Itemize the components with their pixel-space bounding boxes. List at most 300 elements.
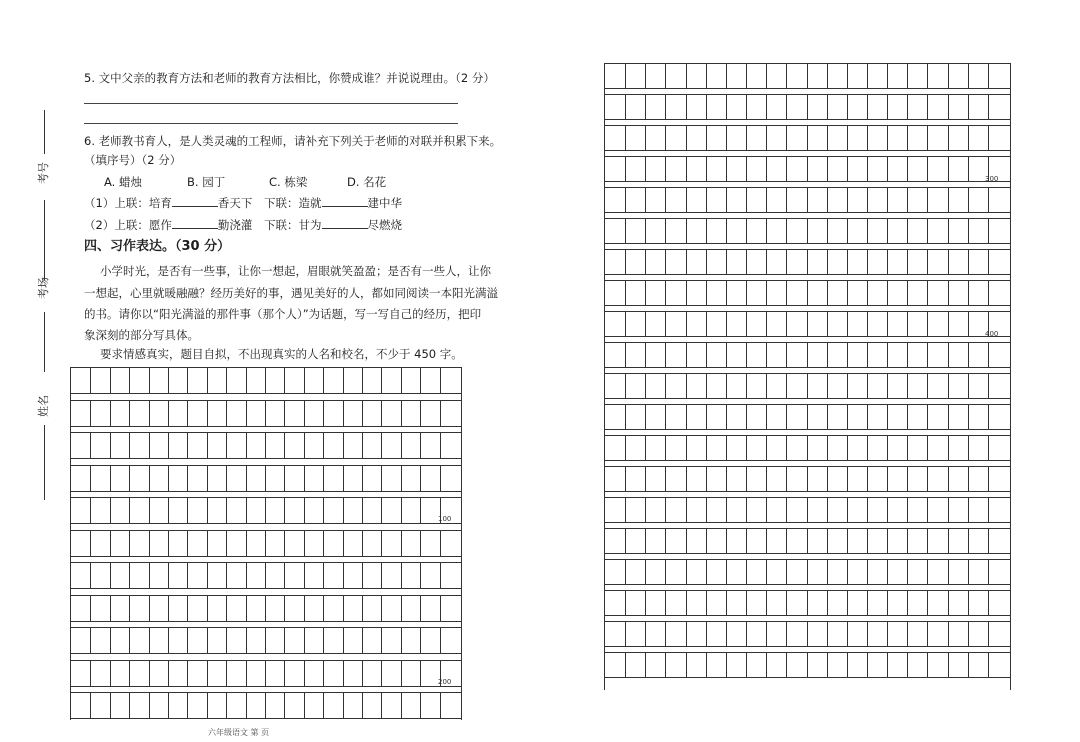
grid-cell-divider [686,312,687,336]
grid-cell-divider [381,466,382,491]
grid-cell-divider [129,596,130,621]
grid-cell-divider [246,531,247,556]
grid-cell-divider [129,401,130,426]
grid-cell-divider [420,368,421,393]
grid-cell-divider [110,628,111,653]
grid-cell-divider [129,661,130,686]
grid-cell-divider [440,563,441,588]
grid-cell-divider [807,157,808,181]
grid-cell-divider [827,219,828,243]
grid-cell-divider [149,466,150,491]
grid-cell-divider [362,401,363,426]
grid-cell-divider [323,596,324,621]
grid-cell-divider [927,436,928,460]
grid-cell-divider [726,219,727,243]
grid-cell-divider [927,405,928,429]
grid-cell-divider [625,622,626,646]
grid-cell-divider [645,653,646,677]
grid-cell-divider [968,529,969,553]
grid-cell-divider [867,529,868,553]
fill-blank[interactable] [172,217,218,229]
grid-cell-divider [867,250,868,274]
grid-cell-divider [927,343,928,367]
grid-cell-divider [265,563,266,588]
grid-cell-divider [686,560,687,584]
grid-cell-divider [988,219,989,243]
grid-cell-divider [726,622,727,646]
grid-cell-divider [746,281,747,305]
grid-cell-divider [867,436,868,460]
grid-cell-divider [867,219,868,243]
grid-row[interactable] [71,400,461,427]
grid-cell-divider [887,436,888,460]
grid-cell-divider [927,188,928,212]
grid-cell-divider [90,693,91,718]
grid-row[interactable] [71,530,461,557]
grid-cell-divider [726,498,727,522]
grid-cell-divider [625,219,626,243]
grid-cell-divider [927,219,928,243]
grid-cell-divider [847,219,848,243]
grid-cell-divider [440,596,441,621]
grid-row[interactable] [605,156,1010,182]
grid-cell-divider [907,436,908,460]
grid-cell-divider [343,368,344,393]
grid-row[interactable] [605,218,1010,244]
grid-cell-divider [847,529,848,553]
grid-cell-divider [323,531,324,556]
grid-cell-divider [686,498,687,522]
grid-row[interactable] [605,559,1010,585]
grid-cell-divider [746,591,747,615]
grid-cell-divider [246,498,247,523]
grid-cell-divider [343,433,344,458]
grid-cell-divider [246,628,247,653]
grid-cell-divider [907,560,908,584]
grid-cell-divider [746,467,747,491]
grid-cell-divider [265,531,266,556]
prompt-line-4: 象深刻的部分写具体。 [84,328,199,342]
grid-cell-divider [988,188,989,212]
grid-cell-divider [827,498,828,522]
grid-cell-divider [827,560,828,584]
grid-cell-divider [847,188,848,212]
grid-cell-divider [304,498,305,523]
grid-cell-divider [381,368,382,393]
grid-cell-divider [226,531,227,556]
grid-cell-divider [420,401,421,426]
option-a: A. 蜡烛 [104,175,142,189]
grid-cell-divider [645,374,646,398]
grid-cell-divider [887,529,888,553]
grid-cell-divider [284,368,285,393]
grid-cell-divider [847,343,848,367]
grid-cell-divider [847,281,848,305]
grid-cell-divider [226,401,227,426]
grid-cell-divider [827,622,828,646]
grid-cell-divider [226,466,227,491]
grid-row[interactable] [605,621,1010,647]
grid-cell-divider [887,560,888,584]
grid-row[interactable] [605,63,1010,89]
grid-cell-divider [746,64,747,88]
grid-cell-divider [786,281,787,305]
grid-cell-divider [746,343,747,367]
grid-cell-divider [362,563,363,588]
grid-cell-divider [726,653,727,677]
grid-cell-divider [726,374,727,398]
grid-cell-divider [265,401,266,426]
grid-cell-divider [90,498,91,523]
grid-cell-divider [284,628,285,653]
word-count-marker: 400 [985,330,999,338]
grid-cell-divider [807,219,808,243]
grid-cell-divider [907,467,908,491]
grid-cell-divider [645,126,646,150]
grid-cell-divider [887,374,888,398]
grid-cell-divider [907,219,908,243]
grid-cell-divider [265,693,266,718]
grid-cell-divider [887,343,888,367]
grid-cell-divider [207,368,208,393]
grid-cell-divider [807,312,808,336]
grid-cell-divider [847,591,848,615]
grid-cell-divider [706,188,707,212]
grid-cell-divider [988,64,989,88]
grid-row[interactable] [605,404,1010,430]
grid-cell-divider [786,436,787,460]
lower-prefix: 下联：造就 [264,196,322,210]
grid-cell-divider [645,529,646,553]
grid-cell-divider [887,405,888,429]
grid-cell-divider [686,622,687,646]
grid-cell-divider [645,312,646,336]
grid-cell-divider [420,531,421,556]
grid-row[interactable] [605,280,1010,306]
grid-cell-divider [645,498,646,522]
grid-cell-divider [420,693,421,718]
grid-cell-divider [665,343,666,367]
grid-cell-divider [440,401,441,426]
grid-cell-divider [90,433,91,458]
grid-cell-divider [625,653,626,677]
grid-cell-divider [766,653,767,677]
grid-cell-divider [988,343,989,367]
grid-cell-divider [827,405,828,429]
grid-cell-divider [323,628,324,653]
grid-cell-divider [706,281,707,305]
grid-cell-divider [168,661,169,686]
composition-grid-left[interactable] [70,367,462,720]
grid-cell-divider [110,531,111,556]
question-6-note: （填序号）（2 分） [84,153,182,167]
grid-cell-divider [226,596,227,621]
grid-cell-divider [887,653,888,677]
grid-cell-divider [187,661,188,686]
grid-cell-divider [726,467,727,491]
grid-cell-divider [645,281,646,305]
grid-cell-divider [927,374,928,398]
grid-cell-divider [948,188,949,212]
grid-cell-divider [665,560,666,584]
grid-cell-divider [90,563,91,588]
grid-cell-divider [746,374,747,398]
grid-cell-divider [343,596,344,621]
grid-cell-divider [988,374,989,398]
prompt-line-3: 的书。请你以“阳光满溢的那件事（那个人）”为话题，写一写自己的经历，把印 [84,307,482,321]
grid-cell-divider [766,436,767,460]
grid-cell-divider [827,281,828,305]
grid-cell-divider [246,368,247,393]
grid-cell-divider [645,219,646,243]
grid-cell-divider [847,622,848,646]
grid-cell-divider [746,95,747,119]
grid-cell-divider [207,596,208,621]
grid-cell-divider [766,64,767,88]
grid-cell-divider [726,64,727,88]
grid-cell-divider [726,250,727,274]
grid-cell-divider [665,498,666,522]
grid-cell-divider [362,433,363,458]
grid-cell-divider [665,436,666,460]
grid-cell-divider [907,591,908,615]
grid-cell-divider [948,250,949,274]
grid-row[interactable] [71,660,461,687]
grid-cell-divider [645,622,646,646]
grid-cell-divider [827,157,828,181]
grid-cell-divider [847,250,848,274]
grid-cell-divider [968,157,969,181]
grid-row[interactable] [605,528,1010,554]
fill-blank[interactable] [172,195,218,207]
requirement-text: 要求情感真实，题目自拟，不出现真实的人名和校名，不少于 450 字。 [100,347,463,361]
grid-row[interactable] [605,125,1010,151]
grid-cell-divider [226,433,227,458]
grid-cell-divider [187,466,188,491]
grid-row[interactable] [605,94,1010,120]
word-count-marker: 100 [438,515,452,523]
grid-cell-divider [786,374,787,398]
grid-cell-divider [948,560,949,584]
grid-row[interactable] [71,497,461,524]
grid-cell-divider [265,661,266,686]
grid-cell-divider [807,591,808,615]
grid-cell-divider [988,653,989,677]
grid-cell-divider [968,281,969,305]
grid-cell-divider [706,312,707,336]
name-label: 姓名 [37,395,50,417]
grid-cell-divider [766,281,767,305]
grid-cell-divider [786,312,787,336]
grid-cell-divider [746,405,747,429]
fill-blank[interactable] [322,195,368,207]
grid-row[interactable] [605,342,1010,368]
grid-cell-divider [766,622,767,646]
grid-cell-divider [665,622,666,646]
grid-cell-divider [304,693,305,718]
grid-cell-divider [887,219,888,243]
grid-row[interactable] [71,627,461,654]
grid-cell-divider [343,628,344,653]
grid-cell-divider [625,281,626,305]
grid-cell-divider [867,126,868,150]
grid-cell-divider [827,343,828,367]
grid-row[interactable] [605,187,1010,213]
grid-cell-divider [304,466,305,491]
grid-cell-divider [686,64,687,88]
grid-row[interactable] [71,562,461,589]
grid-cell-divider [625,529,626,553]
grid-cell-divider [706,250,707,274]
grid-cell-divider [988,281,989,305]
grid-row[interactable] [605,466,1010,492]
grid-cell-divider [362,628,363,653]
grid-cell-divider [686,343,687,367]
grid-cell-divider [988,126,989,150]
grid-cell-divider [907,529,908,553]
grid-cell-divider [686,126,687,150]
grid-cell-divider [927,591,928,615]
grid-cell-divider [706,622,707,646]
grid-cell-divider [867,312,868,336]
grid-row[interactable] [605,373,1010,399]
grid-cell-divider [807,250,808,274]
grid-cell-divider [226,563,227,588]
grid-cell-divider [323,693,324,718]
grid-cell-divider [645,591,646,615]
grid-cell-divider [265,596,266,621]
grid-cell-divider [706,467,707,491]
grid-cell-divider [625,405,626,429]
grid-cell-divider [807,467,808,491]
grid-row[interactable] [71,367,461,394]
grid-cell-divider [907,374,908,398]
grid-cell-divider [807,653,808,677]
grid-cell-divider [665,219,666,243]
grid-cell-divider [907,622,908,646]
grid-cell-divider [129,563,130,588]
grid-cell-divider [625,312,626,336]
grid-cell-divider [807,436,808,460]
grid-cell-divider [968,374,969,398]
grid-cell-divider [246,401,247,426]
grid-row[interactable] [605,652,1010,678]
grid-cell-divider [766,250,767,274]
grid-cell-divider [226,661,227,686]
grid-cell-divider [304,596,305,621]
grid-cell-divider [304,433,305,458]
answer-line[interactable] [84,103,458,104]
grid-cell-divider [665,653,666,677]
grid-cell-divider [726,436,727,460]
grid-cell-divider [988,560,989,584]
grid-cell-divider [149,498,150,523]
section-heading: 四、习作表达。（30 分） [84,239,231,254]
grid-cell-divider [420,628,421,653]
grid-cell-divider [362,693,363,718]
grid-cell-divider [323,466,324,491]
grid-cell-divider [625,498,626,522]
grid-cell-divider [625,188,626,212]
grid-row[interactable] [605,497,1010,523]
grid-cell-divider [786,126,787,150]
grid-cell-divider [362,596,363,621]
grid-cell-divider [686,591,687,615]
answer-line[interactable] [84,123,458,124]
grid-row[interactable] [605,435,1010,461]
grid-row[interactable] [605,249,1010,275]
grid-cell-divider [686,374,687,398]
lower-prefix: 下联：甘为 [264,218,322,232]
grid-cell-divider [706,529,707,553]
grid-cell-divider [766,157,767,181]
fill-blank[interactable] [322,217,368,229]
grid-row[interactable] [71,465,461,492]
grid-row[interactable] [605,590,1010,616]
grid-cell-divider [786,95,787,119]
grid-cell-divider [686,95,687,119]
grid-cell-divider [948,157,949,181]
grid-cell-divider [686,157,687,181]
grid-cell-divider [948,312,949,336]
grid-cell-divider [343,466,344,491]
grid-row[interactable] [71,432,461,459]
grid-cell-divider [284,531,285,556]
grid-cell-divider [207,433,208,458]
grid-cell-divider [807,126,808,150]
grid-row[interactable] [605,311,1010,337]
couplet-2-lower [264,217,402,233]
grid-cell-divider [90,661,91,686]
grid-cell-divider [887,188,888,212]
grid-cell-divider [207,531,208,556]
grid-cell-divider [686,219,687,243]
grid-cell-divider [847,405,848,429]
grid-cell-divider [907,312,908,336]
upper-suffix: 勤浇灌 [217,218,253,232]
grid-cell-divider [187,628,188,653]
grid-cell-divider [381,693,382,718]
seal-sidebar [0,0,60,742]
grid-cell-divider [625,250,626,274]
grid-cell-divider [988,405,989,429]
grid-cell-divider [927,250,928,274]
composition-grid-right[interactable] [604,63,1011,690]
grid-cell-divider [362,531,363,556]
grid-cell-divider [827,64,828,88]
grid-cell-divider [90,531,91,556]
grid-cell-divider [968,126,969,150]
question-6-text: 6. 老师教书育人，是人类灵魂的工程师，请补充下列关于老师的对联并积累下来。 [84,134,502,148]
grid-cell-divider [766,529,767,553]
grid-cell-divider [706,653,707,677]
grid-cell-divider [665,188,666,212]
grid-row[interactable] [71,692,461,719]
grid-cell-divider [786,622,787,646]
grid-cell-divider [343,498,344,523]
grid-cell-divider [420,596,421,621]
grid-cell-divider [907,95,908,119]
grid-cell-divider [867,498,868,522]
grid-cell-divider [168,368,169,393]
grid-cell-divider [927,281,928,305]
grid-cell-divider [323,661,324,686]
grid-row[interactable] [71,595,461,622]
grid-cell-divider [362,661,363,686]
grid-cell-divider [867,467,868,491]
grid-cell-divider [907,498,908,522]
grid-cell-divider [907,250,908,274]
